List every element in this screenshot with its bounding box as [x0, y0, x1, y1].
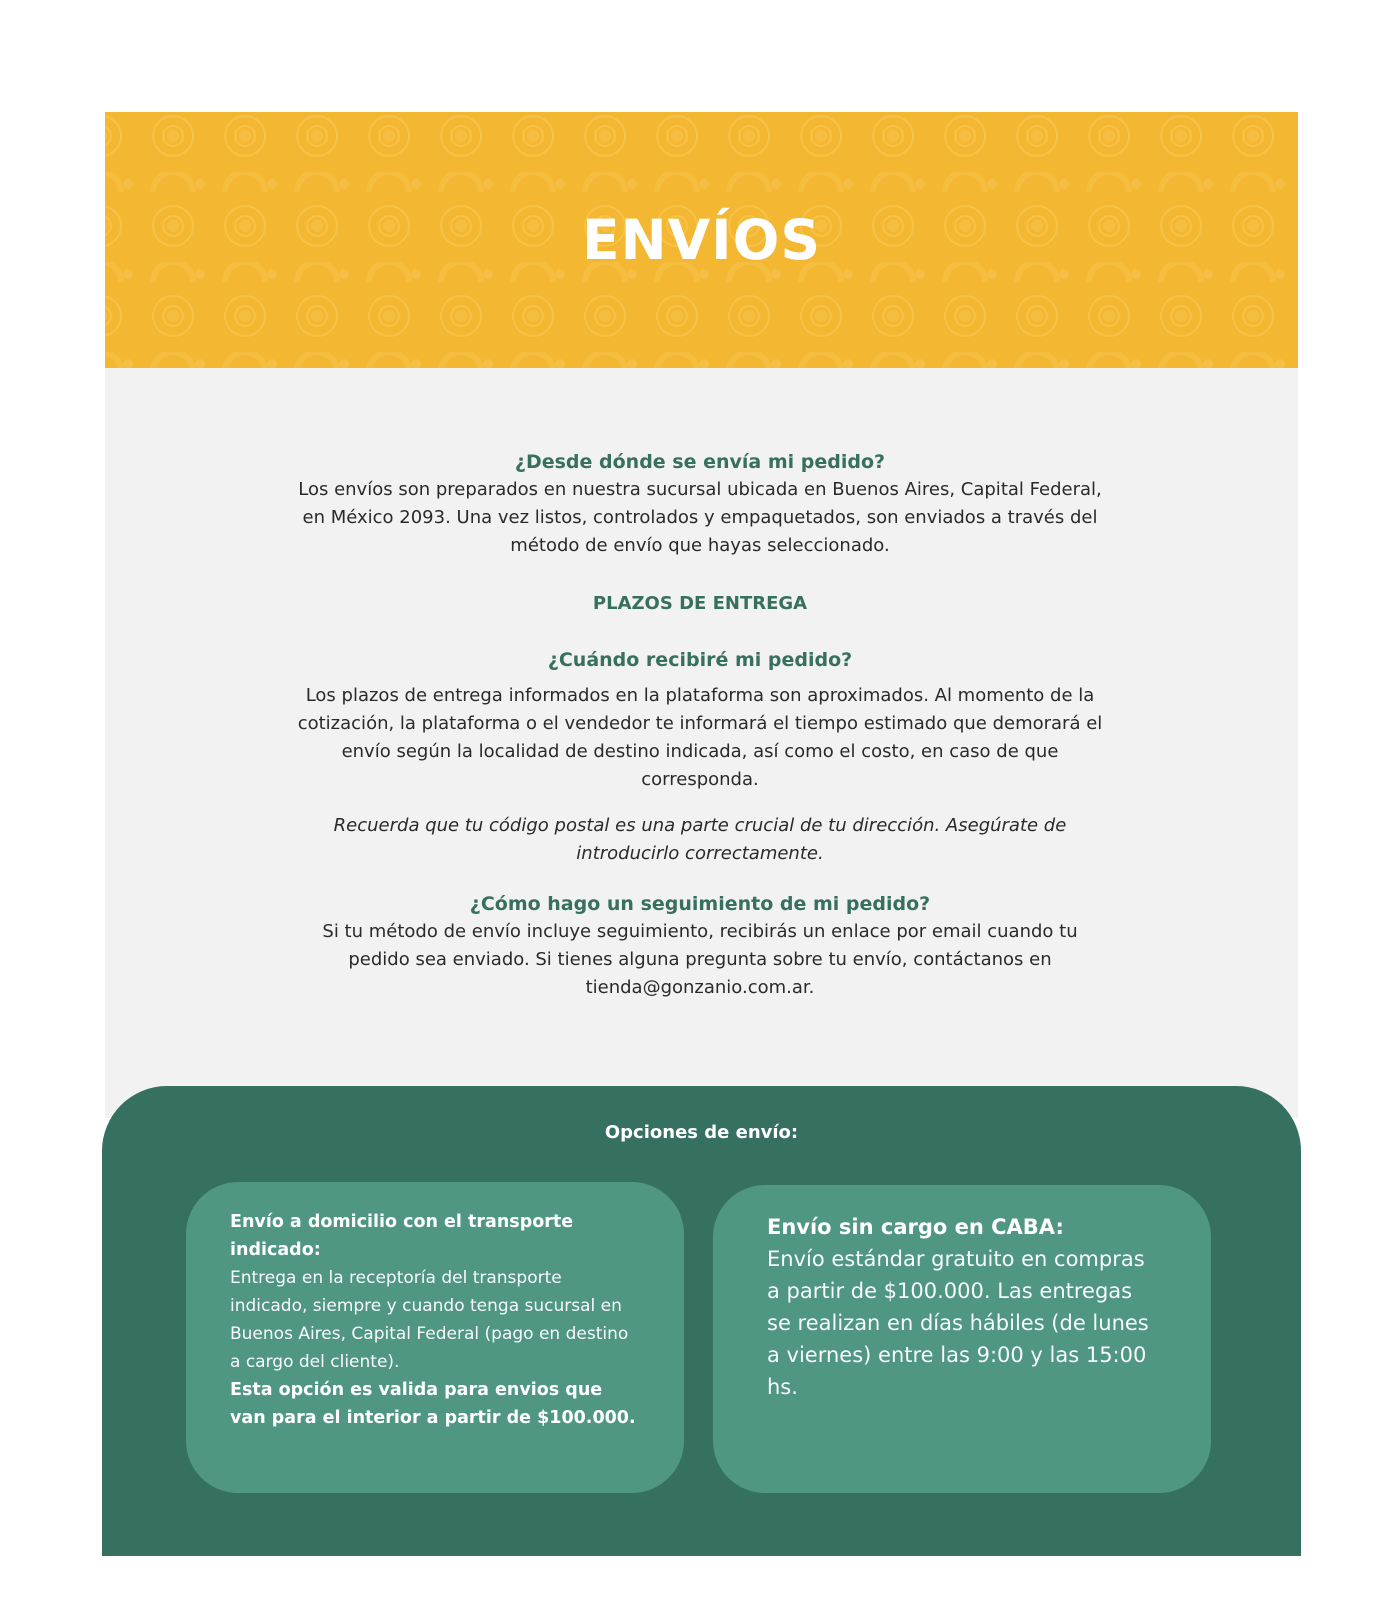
- card-transport-heading: Envío a domicilio con el transporte indicado:: [230, 1212, 574, 1260]
- shipping-card-transport: [186, 1182, 684, 1493]
- shipping-options-title: Opciones de envío:: [604, 1122, 799, 1143]
- answer-tracking: Si tu método de envío incluye seguimiento, recibirás un enlace por email cuando tu pedido sea enviado. Si tienes alguna pregunta sobre tu envío, contáctanos en tienda@gonzanio.com.ar.: [322, 921, 1078, 998]
- plazos-heading: PLAZOS DE ENTREGA: [592, 593, 808, 614]
- hero-banner: [105, 112, 1298, 368]
- card-transport-body: Entrega en la receptoría del transporte indicado, siempre y cuando tenga sucursal en Buenos Aires, Capital Federal (pago en destino a cargo del cliente).: [230, 1268, 629, 1372]
- question-origin: ¿Desde dónde se envía mi pedido?: [514, 451, 886, 473]
- faq-origin: [295, 448, 1105, 560]
- faq-panel: [105, 368, 1298, 1118]
- shipping-options-section: [102, 1086, 1301, 1556]
- question-delivery: ¿Cuándo recibiré mi pedido?: [547, 649, 853, 671]
- shipping-card-caba: [713, 1185, 1211, 1493]
- card-transport-footer: Esta opción es valida para envios que van para el interior a partir de $100.000.: [230, 1380, 636, 1428]
- note-postal-code: Recuerda que tu código postal es una parte crucial de tu dirección. Asegúrate de introducirlo correctamente.: [333, 815, 1067, 864]
- question-tracking: ¿Cómo hago un seguimiento de mi pedido?: [469, 893, 931, 915]
- hero-title-wrap: [105, 112, 1298, 368]
- faq-delivery: [295, 646, 1105, 868]
- page-title: ENVÍOS: [556, 213, 847, 268]
- card-caba-heading: Envío sin cargo en CABA:: [767, 1215, 1064, 1239]
- card-caba-body: Envío estándar gratuito en compras a partir de $100.000. Las entregas se realizan en días hábiles (de lunes a viernes) entre las 9:00 y las 15:00 hs.: [767, 1247, 1149, 1399]
- faq-tracking: [295, 890, 1105, 1002]
- answer-delivery: Los plazos de entrega informados en la plataforma son aproximados. Al momento de la cotización, la plataforma o el vendedor te informará el tiempo estimado que demorará el envío según la localidad de destino indicada, así como el costo, en caso de que corresponda.: [297, 685, 1103, 790]
- answer-origin: Los envíos son preparados en nuestra sucursal ubicada en Buenos Aires, Capital Federal, en México 2093. Una vez listos, controlados y empaquetados, son enviados a través del método de envío que hayas seleccionado.: [298, 479, 1102, 556]
